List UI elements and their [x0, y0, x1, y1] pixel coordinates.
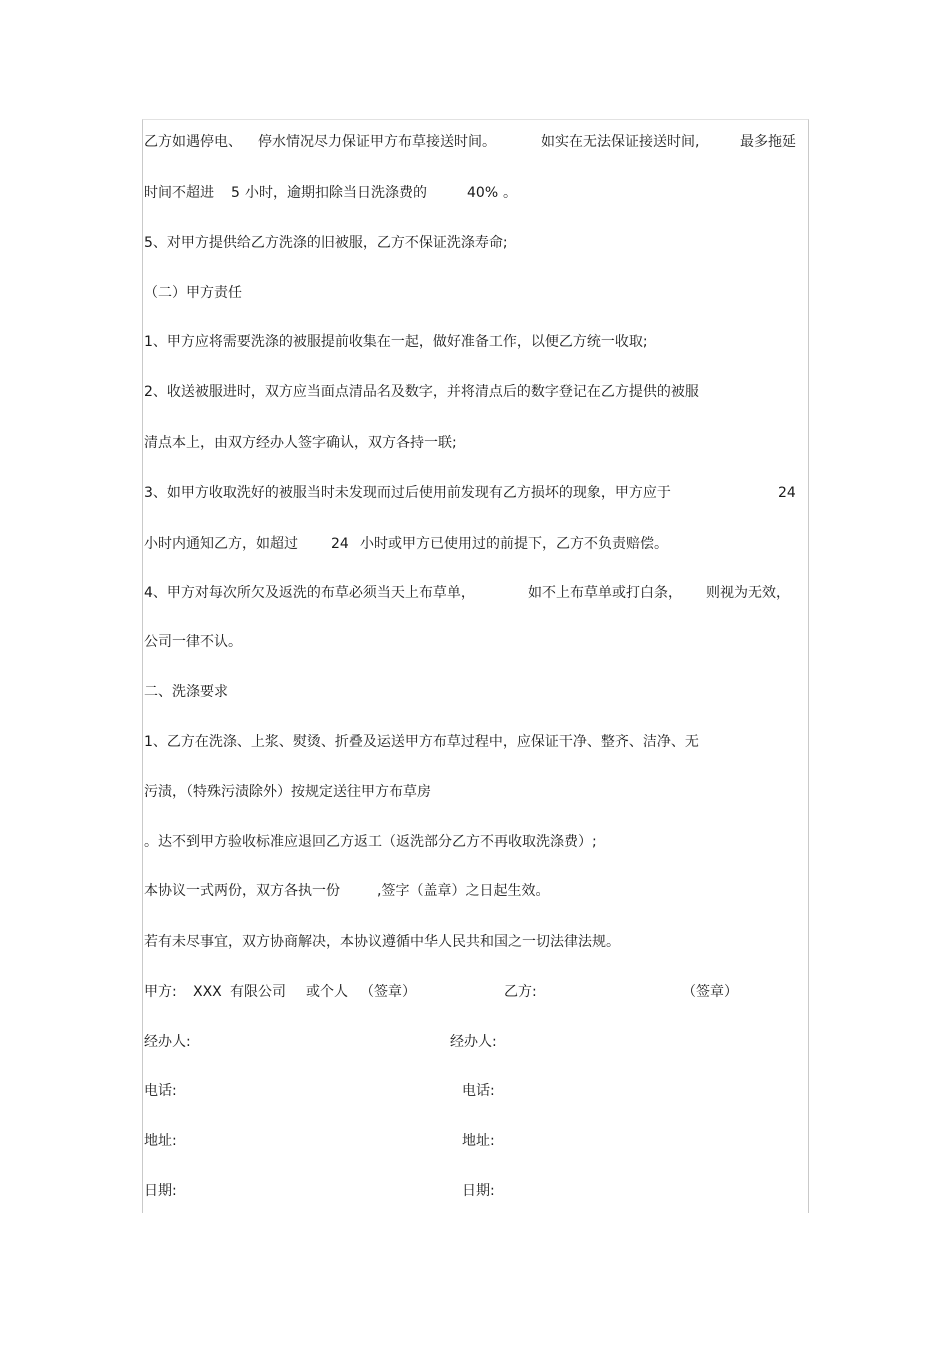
party-b-label: 乙方:: [504, 984, 537, 1000]
phone-label-a: 电话:: [144, 1083, 177, 1099]
text-segment: 如实在无法保证接送时间,: [541, 134, 700, 150]
seal-label-b: （签章）: [682, 984, 738, 1000]
clause-item-2: 2、收送被服进时，双方应当面点清品名及数字，并将清点后的数字登记在乙方提供的被服: [144, 384, 699, 400]
party-a-label: 甲方:: [144, 984, 177, 1000]
clause-item-1: 1、甲方应将需要洗涤的被服提前收集在一起，做好准备工作，以便乙方统一收取;: [144, 334, 648, 350]
date-label-a: 日期:: [144, 1183, 177, 1199]
section-heading-party-a-duties: （二）甲方责任: [144, 285, 242, 301]
text-segment: 小时，逾期扣除当日洗涤费的: [245, 185, 427, 201]
number-value: 24: [778, 485, 796, 501]
date-label-b: 日期:: [462, 1183, 495, 1199]
text-segment: 本协议一式两份，双方各执一份: [144, 883, 340, 899]
text-segment: 乙方如遇停电、: [144, 134, 242, 150]
text-segment: 。: [503, 185, 517, 201]
text-segment: 则视为无效，: [706, 585, 790, 601]
seal-label-a: （签章）: [360, 984, 416, 1000]
section-heading-washing-requirements: 二、洗涤要求: [144, 684, 228, 700]
text-segment: 如不上布草单或打白条，: [528, 585, 682, 601]
or-person-label: 或个人: [306, 984, 348, 1000]
text-segment: ,签字（盖章）之日起生效。: [377, 883, 550, 899]
clause-item-2-cont: 清点本上，由双方经办人签字确认，双方各持一联;: [144, 435, 457, 451]
clause-item-4-cont: 公司一律不认。: [144, 634, 242, 650]
requirement-item-1-cont: 污渍，（特殊污渍除外）按规定送往甲方布草房: [144, 784, 431, 800]
phone-label-b: 电话:: [462, 1083, 495, 1099]
agreement-supplementary: 若有未尽事宜，双方协商解决，本协议遵循中华人民共和国之一切法律法规。: [144, 934, 620, 950]
text-segment: 3、如甲方收取洗好的被服当时未发现而过后使用前发现有乙方损坏的现象，甲方应于: [144, 485, 671, 501]
number-value: 5: [231, 185, 240, 201]
address-label-b: 地址:: [462, 1133, 495, 1149]
requirement-item-1-cont-2: 。达不到甲方验收标准应退回乙方返工（返洗部分乙方不再收取洗涤费）;: [144, 834, 597, 850]
text-segment: 小时内通知乙方，如超过: [144, 536, 298, 552]
text-segment: 小时或甲方已使用过的前提下，乙方不负责赔偿。: [360, 536, 668, 552]
company-suffix: 有限公司: [230, 984, 286, 1000]
number-value: 24: [331, 536, 349, 552]
clause-item-5: 5、对甲方提供给乙方洗涤的旧被服，乙方不保证洗涤寿命;: [144, 235, 508, 251]
text-segment: 4、甲方对每次所欠及返洗的布草必须当天上布草单，: [144, 585, 475, 601]
agent-label-b: 经办人:: [450, 1034, 497, 1050]
text-segment: 最多拖延: [740, 134, 796, 150]
address-label-a: 地址:: [144, 1133, 177, 1149]
percent-value: 40%: [467, 185, 499, 201]
text-segment: 时间不超进: [144, 185, 214, 201]
requirement-item-1: 1、乙方在洗涤、上浆、熨烫、折叠及运送甲方布草过程中，应保证干净、整齐、洁净、无: [144, 734, 699, 750]
text-segment: 停水情况尽力保证甲方布草接送时间。: [258, 134, 496, 150]
company-name: XXX: [193, 984, 222, 1000]
agent-label-a: 经办人:: [144, 1034, 191, 1050]
